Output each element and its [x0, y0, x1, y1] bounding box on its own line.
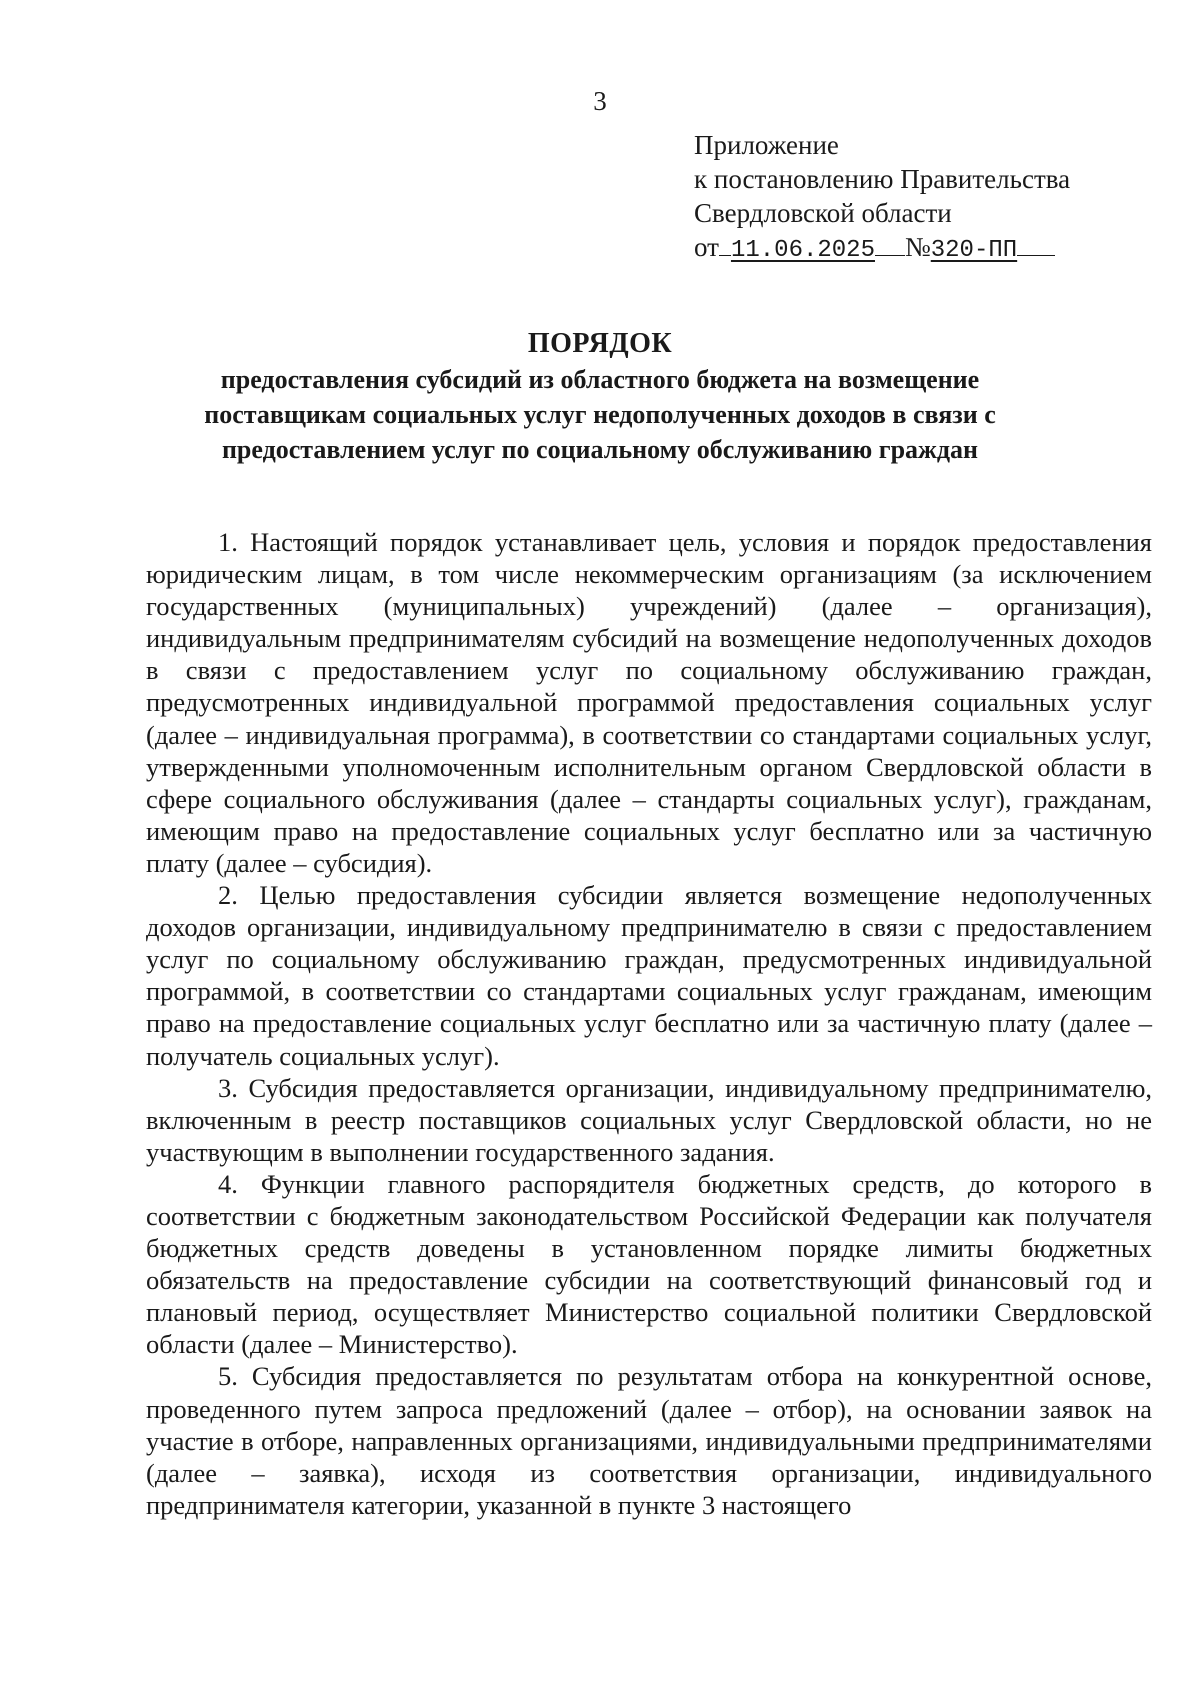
date-underline-right [875, 231, 905, 256]
number-underline [1017, 231, 1055, 256]
document-date: 11.06.2025 [730, 237, 875, 264]
paragraph-4: 4. Функции главного распорядителя бюджетных средств, до которого в соответствии с бюджетным законодательством Российской Федерации как получателя бюджетных средств доведены в установленном порядке лимиты бюджетных обязательств на предоставление субсидии на соответствующий финансовый год и плановый период, осуществляет Министерство социальной политики Свердловской области (далее – Министерство). [146, 1168, 1152, 1360]
document-title: ПОРЯДОК [527, 328, 673, 359]
date-underline-left [719, 231, 731, 256]
paragraph-1: 1. Настоящий порядок устанавливает цель, условия и порядок предоставления юридическим лицам, в том числе некоммерческим организациям (за исключением государственных (муниципальных) учреждений) (далее – организация), индивидуальным предпринимателям субсидий на возмещение недополученных доходов в связи с предоставлением услуг по социальному обслуживанию граждан, предусмотренных индивидуальной программой предоставления социальных услуг (далее – индивидуальная программа), в соответствии со стандартами социальных услуг, утвержденными уполномоченным исполнительным органом Свердловской области в сфере социального обслуживания (далее – стандарты социальных услуг), гражданам, имеющим право на предоставление социальных услуг бесплатно или за частичную плату (далее – субсидия). [146, 527, 1152, 878]
appendix-line-3: Свердловской области [694, 198, 952, 228]
document-heading [0, 326, 1200, 467]
appendix-line-2: к постановлению Правительства [694, 164, 1071, 194]
appendix-line-1: Приложение [694, 130, 839, 160]
document-body [146, 526, 1152, 1521]
page-number: 3 [593, 86, 607, 116]
document-number: 320-ПП [930, 237, 1018, 264]
paragraph-5: 5. Субсидия предоставляется по результатам отбора на конкурентной основе, проведенного путем запроса предложений (далее – отбор), на основании заявок на участие в отборе, направленных организациями, индивидуальными предпринимателями (далее – заявка), исходя из соответствия организации, индивидуального предпринимателя категории, указанной в пункте 3 настоящего [146, 1361, 1152, 1520]
appendix-date-line [694, 230, 1070, 268]
date-prefix: от [694, 232, 719, 262]
number-prefix: № [904, 232, 931, 262]
appendix-block [694, 128, 1070, 268]
document-subtitle: предоставления субсидий из областного бюджета на возмещение поставщикам социальных услуг недополученных доходов в связи с предоставлением услуг по социальному обслуживанию граждан [204, 365, 996, 464]
paragraph-3: 3. Субсидия предоставляется организации, индивидуальному предпринимателю, включенным в реестр поставщиков социальных услуг Свердловской области, но не участвующим в выполнении государственного задания. [146, 1072, 1152, 1167]
paragraph-2: 2. Целью предоставления субсидии является возмещение недополученных доходов организации, индивидуальному предпринимателю в связи с предоставлением услуг по социальному обслуживанию граждан, предусмотренных индивидуальной программой, в соответствии со стандартами социальных услуг гражданам, имеющим право на предоставление социальных услуг бесплатно или за частичную плату (далее – получатель социальных услуг). [146, 880, 1152, 1071]
